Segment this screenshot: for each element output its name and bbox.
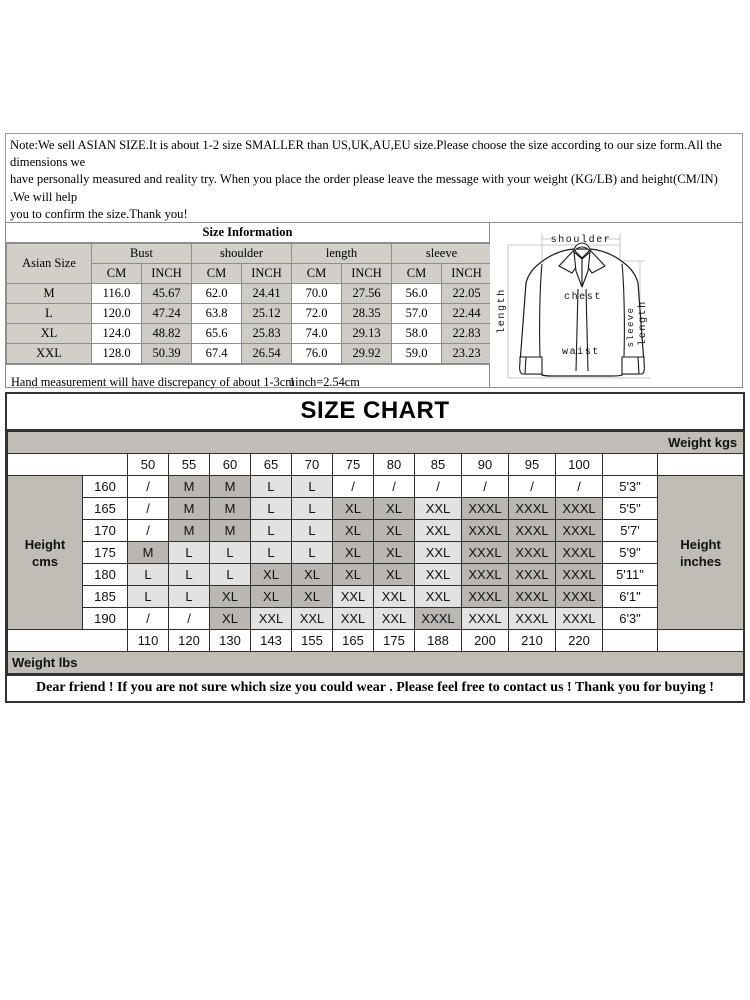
height-inch-value: 6'1" bbox=[603, 586, 658, 608]
size-cell: / bbox=[128, 498, 169, 520]
size-cell: XL bbox=[333, 498, 374, 520]
cell: 48.82 bbox=[142, 324, 192, 344]
weight-lbs-label: Weight lbs bbox=[8, 652, 744, 674]
size-cell: XL bbox=[210, 586, 251, 608]
height-cm-value: 190 bbox=[83, 608, 128, 630]
size-cell: XXXL bbox=[556, 608, 603, 630]
size-cell: / bbox=[169, 608, 210, 630]
size-cell: XL bbox=[292, 586, 333, 608]
height-inch-value: 5'11" bbox=[603, 564, 658, 586]
size-cell: XXXL bbox=[509, 564, 556, 586]
blank-inches-foot bbox=[603, 630, 658, 652]
cell: 58.0 bbox=[392, 324, 442, 344]
size-cell: / bbox=[462, 476, 509, 498]
weight-kgs-band-row bbox=[8, 432, 744, 454]
size-cell: XXL bbox=[292, 608, 333, 630]
size-cell: XL bbox=[333, 564, 374, 586]
weight-kg-header: 80 bbox=[374, 454, 415, 476]
size-cell: L bbox=[251, 520, 292, 542]
size-cell: XXXL bbox=[556, 498, 603, 520]
size-cell: XXXL bbox=[462, 498, 509, 520]
size-cell: XXL bbox=[374, 608, 415, 630]
size-chart-table bbox=[7, 431, 744, 674]
table-row bbox=[8, 520, 744, 542]
size-cell: M bbox=[169, 498, 210, 520]
cell: 25.12 bbox=[242, 304, 292, 324]
blank-inches-head bbox=[603, 454, 658, 476]
cell: 128.0 bbox=[92, 344, 142, 364]
size-cell: XXL bbox=[415, 520, 462, 542]
header-unit-2: CM bbox=[192, 264, 242, 284]
weight-lbs-header: 143 bbox=[251, 630, 292, 652]
size-cell: L bbox=[210, 564, 251, 586]
height-cm-value: 160 bbox=[83, 476, 128, 498]
cell: 22.83 bbox=[442, 324, 492, 344]
size-cell: L bbox=[251, 498, 292, 520]
size-cell: XXL bbox=[415, 542, 462, 564]
height-cm-value: 175 bbox=[83, 542, 128, 564]
weight-kg-header: 75 bbox=[333, 454, 374, 476]
weight-lbs-header: 175 bbox=[374, 630, 415, 652]
size-information-panel bbox=[5, 222, 743, 388]
header-unit-3: INCH bbox=[242, 264, 292, 284]
size-cell: / bbox=[556, 476, 603, 498]
weight-lbs-header: 210 bbox=[509, 630, 556, 652]
header-unit-0: CM bbox=[92, 264, 142, 284]
blank-corner-bottom-right bbox=[658, 630, 744, 652]
height-inch-value: 5'7' bbox=[603, 520, 658, 542]
cell: 76.0 bbox=[292, 344, 342, 364]
size-cell: XXL bbox=[415, 586, 462, 608]
cell: 120.0 bbox=[92, 304, 142, 324]
weight-lbs-band-row bbox=[8, 652, 744, 674]
label-sleeve-length: length bbox=[638, 300, 649, 346]
size-information-title: Size Information bbox=[6, 223, 489, 243]
size-chart-title: SIZE CHART bbox=[7, 394, 743, 431]
cell: 22.05 bbox=[442, 284, 492, 304]
weight-kg-header: 100 bbox=[556, 454, 603, 476]
size-cell: L bbox=[251, 542, 292, 564]
weight-lbs-header: 120 bbox=[169, 630, 210, 652]
size-cell: L bbox=[292, 476, 333, 498]
height-inches-label-line2: inches bbox=[679, 553, 722, 569]
size-cell: L bbox=[128, 564, 169, 586]
size-cell: XL bbox=[333, 520, 374, 542]
size-cell: XXXL bbox=[462, 542, 509, 564]
header-unit-4: CM bbox=[292, 264, 342, 284]
size-cell: XL bbox=[374, 564, 415, 586]
size-cell: L bbox=[128, 586, 169, 608]
size-cell: XXXL bbox=[556, 586, 603, 608]
label-length: length bbox=[497, 288, 508, 334]
height-cm-value: 165 bbox=[83, 498, 128, 520]
table-row bbox=[8, 542, 744, 564]
header-group-sleeve: sleeve bbox=[392, 244, 492, 264]
size-cell: L bbox=[292, 542, 333, 564]
size-cell: XXXL bbox=[415, 608, 462, 630]
weight-kg-header: 90 bbox=[462, 454, 509, 476]
size-cell: XXXL bbox=[462, 520, 509, 542]
weight-kg-header: 95 bbox=[509, 454, 556, 476]
weight-kg-header: 70 bbox=[292, 454, 333, 476]
note-line-3: you to confirm the size.Thank you! bbox=[10, 206, 188, 221]
cell: 45.67 bbox=[142, 284, 192, 304]
cell: 56.0 bbox=[392, 284, 442, 304]
height-cm-value: 180 bbox=[83, 564, 128, 586]
size-cell: L bbox=[292, 498, 333, 520]
size-cell: / bbox=[333, 476, 374, 498]
header-group-length: length bbox=[292, 244, 392, 264]
weight-kg-header-row bbox=[8, 454, 744, 476]
cell: 116.0 bbox=[92, 284, 142, 304]
label-waist: waist bbox=[561, 347, 601, 358]
header-unit-1: INCH bbox=[142, 264, 192, 284]
cell: 65.6 bbox=[192, 324, 242, 344]
cell: 74.0 bbox=[292, 324, 342, 344]
weight-kg-header: 50 bbox=[128, 454, 169, 476]
size-cell: XL bbox=[292, 564, 333, 586]
table-row bbox=[7, 344, 492, 364]
weight-kg-header: 85 bbox=[415, 454, 462, 476]
height-inch-value: 5'5" bbox=[603, 498, 658, 520]
table-row bbox=[8, 476, 744, 498]
size-cell: XXL bbox=[333, 586, 374, 608]
weight-kg-header: 55 bbox=[169, 454, 210, 476]
table-row bbox=[8, 498, 744, 520]
table-row bbox=[8, 586, 744, 608]
size-cell: XXXL bbox=[462, 608, 509, 630]
cell: 29.92 bbox=[342, 344, 392, 364]
header-group-shoulder: shoulder bbox=[192, 244, 292, 264]
size-cell: / bbox=[128, 608, 169, 630]
cell: 67.4 bbox=[192, 344, 242, 364]
size-cell: XXL bbox=[251, 608, 292, 630]
height-cm-value: 185 bbox=[83, 586, 128, 608]
cell: 24.41 bbox=[242, 284, 292, 304]
table-row bbox=[7, 324, 492, 344]
cell: 23.23 bbox=[442, 344, 492, 364]
size-cell: XXL bbox=[415, 498, 462, 520]
weight-lbs-header: 110 bbox=[128, 630, 169, 652]
size-cell: XXL bbox=[415, 564, 462, 586]
cell: 124.0 bbox=[92, 324, 142, 344]
size-cell: M bbox=[128, 542, 169, 564]
table-row bbox=[8, 564, 744, 586]
blank-corner-top-left bbox=[8, 454, 128, 476]
size-cell: XXXL bbox=[556, 564, 603, 586]
size-cell: / bbox=[415, 476, 462, 498]
size-information-footnotes bbox=[6, 364, 489, 387]
height-inches-label bbox=[658, 476, 744, 630]
label-chest: chest bbox=[563, 292, 603, 303]
cell: 50.39 bbox=[142, 344, 192, 364]
label-sleeve: sleeve bbox=[626, 306, 636, 348]
table-row bbox=[8, 608, 744, 630]
size-cell: XXXL bbox=[509, 586, 556, 608]
size-cell: XXXL bbox=[509, 542, 556, 564]
height-cm-value: 170 bbox=[83, 520, 128, 542]
size-chart-panel bbox=[5, 392, 745, 703]
shirt-diagram-icon bbox=[490, 223, 743, 387]
shipping-note-block bbox=[5, 133, 743, 228]
weight-lbs-header: 155 bbox=[292, 630, 333, 652]
cell: 22.44 bbox=[442, 304, 492, 324]
height-inch-value: 6'3" bbox=[603, 608, 658, 630]
height-cms-label bbox=[8, 476, 83, 630]
header-unit-5: INCH bbox=[342, 264, 392, 284]
header-asian-size: Asian Size bbox=[7, 244, 92, 284]
cell: 72.0 bbox=[292, 304, 342, 324]
size-cell: L bbox=[169, 586, 210, 608]
hand-measurement-note: Hand measurement will have discrepancy of about 1-3cm bbox=[11, 375, 295, 389]
weight-lbs-header: 165 bbox=[333, 630, 374, 652]
size-cell: / bbox=[509, 476, 556, 498]
cell: 70.0 bbox=[292, 284, 342, 304]
height-inch-value: 5'3" bbox=[603, 476, 658, 498]
weight-lbs-header: 130 bbox=[210, 630, 251, 652]
header-group-bust: Bust bbox=[92, 244, 192, 264]
cell: 47.24 bbox=[142, 304, 192, 324]
size-cell: / bbox=[128, 520, 169, 542]
table-row bbox=[7, 284, 492, 304]
cell: 25.83 bbox=[242, 324, 292, 344]
size-cell: XL bbox=[251, 586, 292, 608]
size-cell: XXXL bbox=[509, 498, 556, 520]
size-cell: L bbox=[169, 564, 210, 586]
cell: 62.0 bbox=[192, 284, 242, 304]
cell: 57.0 bbox=[392, 304, 442, 324]
size-cell: M bbox=[169, 520, 210, 542]
size-cell: XXXL bbox=[509, 520, 556, 542]
size-cell: XXXL bbox=[509, 608, 556, 630]
weight-lbs-header-row bbox=[8, 630, 744, 652]
weight-kgs-label: Weight kgs bbox=[8, 432, 744, 454]
table-row bbox=[7, 304, 492, 324]
height-cms-label-line1: Height bbox=[24, 536, 66, 552]
row-size-label: XL bbox=[7, 324, 92, 344]
size-cell: XXXL bbox=[462, 564, 509, 586]
note-line-1: Note:We sell ASIAN SIZE.It is about 1-2 size SMALLER than US,UK,AU,EU size.Please choose the size according to our size form.All the dimensions we bbox=[10, 138, 725, 170]
cell: 59.0 bbox=[392, 344, 442, 364]
size-cell: M bbox=[210, 476, 251, 498]
size-cell: M bbox=[210, 520, 251, 542]
size-cell: XXL bbox=[333, 608, 374, 630]
weight-lbs-header: 220 bbox=[556, 630, 603, 652]
inch-conversion-note: 1inch=2.54cm bbox=[289, 375, 360, 389]
size-cell: L bbox=[292, 520, 333, 542]
size-cell: XL bbox=[251, 564, 292, 586]
size-cell: XXXL bbox=[556, 520, 603, 542]
size-cell: M bbox=[169, 476, 210, 498]
size-cell: / bbox=[128, 476, 169, 498]
size-cell: XL bbox=[333, 542, 374, 564]
height-inch-value: 5'9" bbox=[603, 542, 658, 564]
height-cms-label-line2: cms bbox=[31, 553, 59, 569]
blank-corner-top-right bbox=[658, 454, 744, 476]
weight-lbs-header: 188 bbox=[415, 630, 462, 652]
blank-corner-bottom-left bbox=[8, 630, 128, 652]
size-cell: / bbox=[374, 476, 415, 498]
garment-diagram-panel bbox=[490, 223, 742, 387]
size-cell: M bbox=[210, 498, 251, 520]
size-information-table bbox=[6, 243, 492, 364]
row-size-label: XXL bbox=[7, 344, 92, 364]
header-unit-6: CM bbox=[392, 264, 442, 284]
height-inches-label-line1: Height bbox=[680, 536, 721, 552]
size-cell: XXXL bbox=[556, 542, 603, 564]
row-size-label: M bbox=[7, 284, 92, 304]
label-shoulder: shoulder bbox=[550, 235, 612, 246]
size-cell: XL bbox=[210, 608, 251, 630]
row-size-label: L bbox=[7, 304, 92, 324]
table-header-row-groups bbox=[7, 244, 492, 264]
size-information-table-area bbox=[6, 223, 490, 387]
size-cell: L bbox=[251, 476, 292, 498]
size-cell: XL bbox=[374, 520, 415, 542]
size-cell: L bbox=[169, 542, 210, 564]
size-cell: XXXL bbox=[462, 586, 509, 608]
cell: 27.56 bbox=[342, 284, 392, 304]
cell: 26.54 bbox=[242, 344, 292, 364]
contact-us-footer: Dear friend ! If you are not sure which size you could wear . Please feel free to contact us ! Thank you for buying ! bbox=[7, 674, 743, 701]
weight-lbs-header: 200 bbox=[462, 630, 509, 652]
header-unit-7: INCH bbox=[442, 264, 492, 284]
weight-kg-header: 60 bbox=[210, 454, 251, 476]
size-cell: XL bbox=[374, 542, 415, 564]
cell: 28.35 bbox=[342, 304, 392, 324]
note-line-2: have personally measured and reality try. When you place the order please leave the message with your weight (KG/LB) and height(CM/IN) .We will help bbox=[10, 172, 721, 204]
size-cell: L bbox=[210, 542, 251, 564]
cell: 29.13 bbox=[342, 324, 392, 344]
size-cell: XL bbox=[374, 498, 415, 520]
cell: 63.8 bbox=[192, 304, 242, 324]
size-cell: XXL bbox=[374, 586, 415, 608]
weight-kg-header: 65 bbox=[251, 454, 292, 476]
